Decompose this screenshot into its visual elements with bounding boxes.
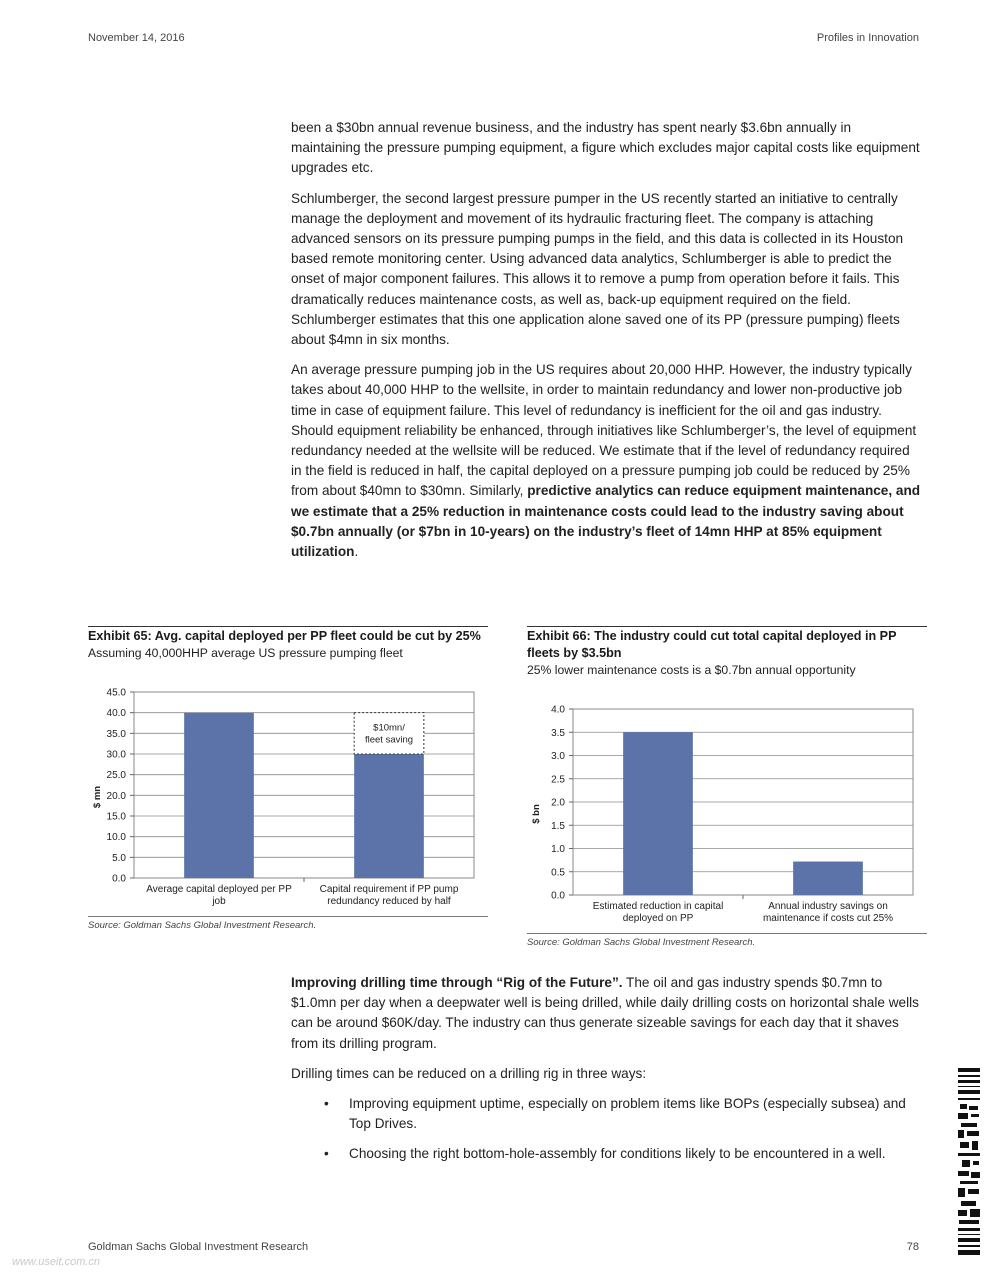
x-tick-label: Annual industry savings on (768, 901, 888, 912)
paragraph-4-text: The oil and gas industry spends $0.7mn to $1.0mn per day when a deepwater well is being drilled, while daily drilling costs on horizontal shale wells can be around $60K/day. The industry can thus generate sizeable savings for each day that it shaves from its drilling program. (291, 975, 919, 1051)
bar (354, 754, 424, 878)
y-tick-label: 3.0 (551, 751, 565, 762)
y-tick-label: 0.0 (112, 873, 126, 885)
y-tick-label: 15.0 (106, 811, 126, 823)
exhibit-66-top-rule (527, 626, 927, 627)
y-tick-label: 25.0 (106, 770, 126, 782)
bullet-dot-icon: • (324, 1146, 329, 1162)
paragraph-4 (291, 973, 921, 1054)
exhibit-65-source: Source: Goldman Sachs Global Investment Research. (88, 920, 317, 931)
bar (623, 732, 693, 895)
exhibit-66-source: Source: Goldman Sachs Global Investment Research. (527, 937, 756, 948)
bar (184, 713, 254, 878)
footer-publisher: Goldman Sachs Global Investment Research (88, 1241, 309, 1253)
barcode-icon (958, 1068, 980, 1258)
y-tick-label: 1.5 (551, 820, 565, 832)
saving-annotation-label: $10mn/ (373, 722, 405, 734)
header-date: November 14, 2016 (88, 32, 185, 44)
paragraph-1: been a $30bn annual revenue business, and the industry has spent nearly $3.6bn annually in maintaining the pressure pumping equipment, a figure which excludes major capital costs like equipment upgrades etc. (291, 120, 920, 176)
y-tick-label: 45.0 (106, 687, 126, 699)
paragraph-3-end: . (354, 544, 359, 560)
exhibit-65-bottom-rule (88, 916, 488, 917)
paragraph-3 (291, 360, 921, 562)
y-axis-label: $ mn (92, 785, 103, 809)
body-bottom (291, 973, 921, 1175)
saving-annotation-label: fleet saving (364, 734, 414, 746)
bullet-item-2 (291, 1144, 921, 1164)
y-tick-label: 2.0 (551, 797, 565, 809)
y-tick-label: 2.5 (551, 774, 565, 786)
bullet-item-1-text: Improving equipment uptime, especially on problem items like BOPs (especially subsea) and Top Drives. (349, 1096, 906, 1132)
bullet-list (291, 1094, 921, 1165)
y-tick-label: 4.0 (551, 704, 565, 716)
y-tick-label: 0.5 (551, 867, 565, 879)
y-tick-label: 35.0 (106, 728, 126, 740)
y-tick-label: 30.0 (106, 749, 126, 761)
x-tick-label: job (212, 896, 226, 907)
y-tick-label: 5.0 (112, 852, 126, 864)
paragraph-3-highlight: predictive analytics can reduce equipment maintenance, and we estimate that a 25% reduction in maintenance costs could lead to the industry saving about $0.7bn annually (or $7bn in 10-years) on the industry’s fleet of 14mn HHP at 85% equipment utilization (291, 483, 921, 560)
exhibit-65-chart (88, 662, 488, 916)
y-axis-label: $ bn (531, 804, 542, 824)
exhibit-65-subtitle: Assuming 40,000HHP average US pressure pumping fleet (88, 646, 403, 660)
bar (793, 862, 863, 895)
y-tick-label: 3.5 (551, 727, 565, 739)
bullet-item-2-text: Choosing the right bottom-hole-assembly for conditions likely to be encountered in a well. (349, 1146, 886, 1162)
paragraph-4-heading: Improving drilling time through “Rig of the Future”. (291, 975, 623, 990)
body-top (291, 118, 921, 572)
y-tick-label: 20.0 (106, 790, 126, 802)
x-tick-label: Average capital deployed per PP (146, 884, 292, 895)
exhibit-66-subtitle: 25% lower maintenance costs is a $0.7bn annual opportunity (527, 663, 856, 677)
paragraph-2: Schlumberger, the second largest pressure pumper in the US recently started an initiative to centrally manage the deployment and movement of its hydraulic fracturing fleet. The company is attaching advanced sensors on its pressure pumping pumps in the field, and this data is collected in its Houston based remote monitoring center. Using advanced data analytics, Schlumberger is able to predict the onset of major component failures. This allows it to remove a pump from operation before it fails. This dramatically reduces maintenance costs, as well as, back-up equipment required on the field. Schlumberger estimates that this one application alone saved one of its PP (pressure pumping) fleets about $4mn in six months. (291, 190, 904, 348)
paragraph-3-text: An average pressure pumping job in the US requires about 20,000 HHP. However, the industry typically takes about 40,000 HHP to the wellsite, in order to maintain redundancy and lower non-productive job time in case of equipment failure. This level of redundancy is inefficient for the oil and gas industry. Should equipment reliability be enhanced, through initiatives like Schlumberger’s, the level of equipment redundancy needed at the wellsite will be reduced. We estimate that if the level of redundancy required in the field is reduced in half, the capital deployed on a pressure pumping job could be reduced by 25% from about $40mn to $30mn. Similarly, (291, 362, 917, 499)
exhibit-65-top-rule (88, 626, 488, 627)
footer-page-number: 78 (906, 1241, 919, 1253)
y-tick-label: 0.0 (551, 890, 565, 902)
exhibit-66-chart (527, 679, 927, 933)
watermark: www.useit.com.cn (12, 1256, 101, 1268)
x-tick-label: redundancy reduced by half (327, 896, 451, 907)
x-tick-label: deployed on PP (622, 913, 694, 924)
x-tick-label: maintenance if costs cut 25% (762, 913, 894, 924)
exhibit-66-title: Exhibit 66: The industry could cut total capital deployed in PP fleets by $3.5bn (527, 629, 897, 660)
bullet-dot-icon: • (324, 1096, 329, 1112)
exhibit-65-title: Exhibit 65: Avg. capital deployed per PP fleet could be cut by 25% (88, 629, 481, 643)
exhibit-65 (88, 626, 488, 931)
x-tick-label: Capital requirement if PP pump (319, 884, 459, 895)
bullet-item-1 (291, 1094, 921, 1134)
y-tick-label: 10.0 (106, 832, 126, 844)
exhibit-66-bottom-rule (527, 933, 927, 934)
x-tick-label: Estimated reduction in capital (592, 901, 724, 912)
paragraph-5: Drilling times can be reduced on a drilling rig in three ways: (291, 1065, 647, 1081)
exhibit-66 (527, 626, 927, 948)
y-tick-label: 40.0 (106, 708, 126, 720)
header-series: Profiles in Innovation (816, 32, 919, 44)
y-tick-label: 1.0 (551, 844, 565, 855)
